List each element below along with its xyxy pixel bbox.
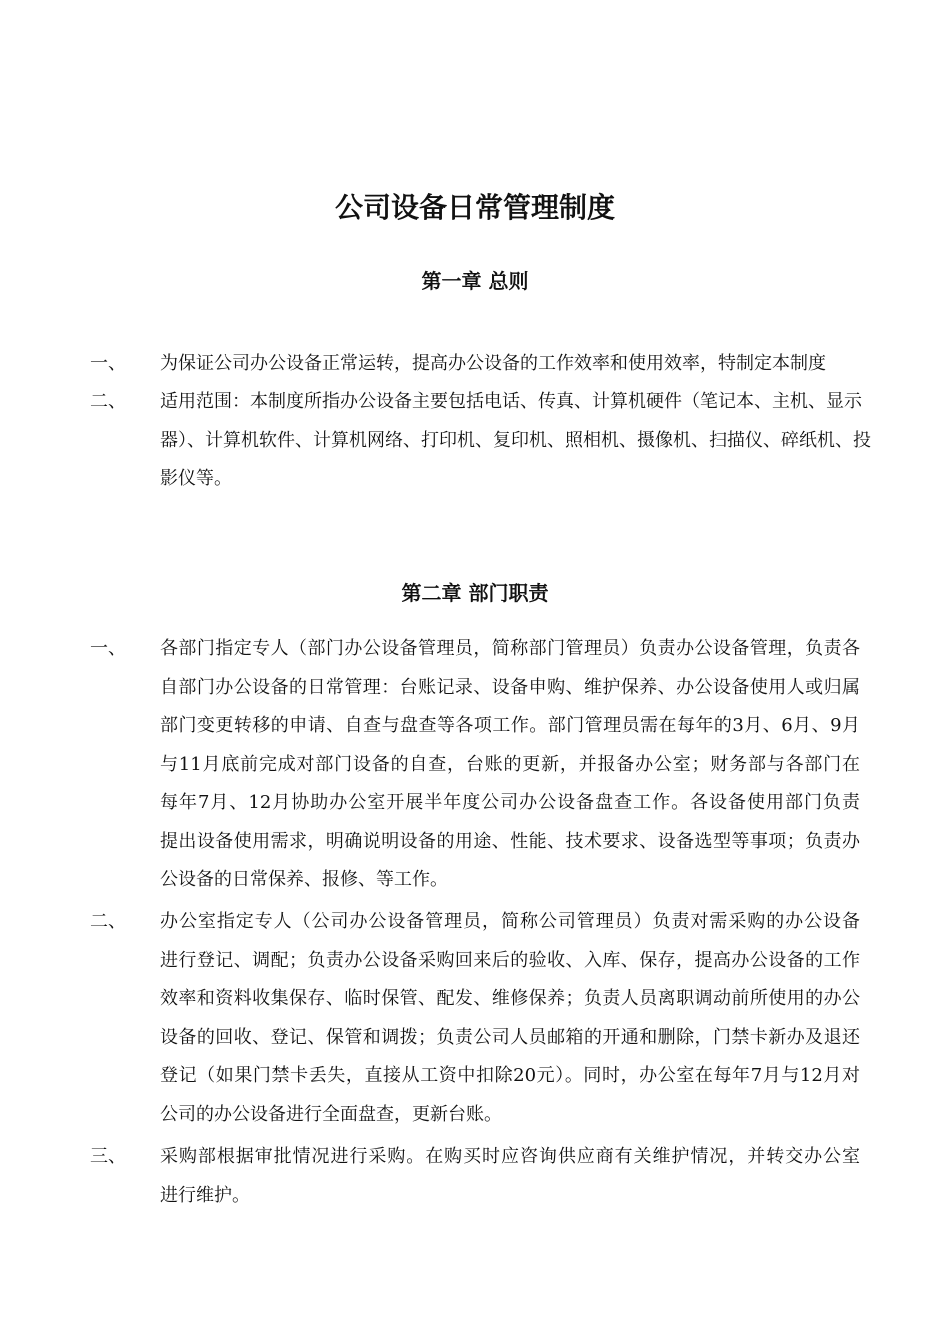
item-text (160, 1138, 860, 1215)
item-number: 一、 (90, 638, 126, 659)
text-line: 办公室指定专人（公司办公设备管理员，简称公司管理员）负责对需采购的办公设备 (160, 911, 860, 932)
text-line: 进行维护。 (160, 1184, 250, 1206)
text-line: 器）、计算机软件、计算机网络、打印机、复印机、照相机、摄像机、扫描仪、碎纸机、投 (160, 429, 871, 451)
text-line: 适用范围：本制度所指办公设备主要包括电话、传真、计算机硬件（笔记本、主机、显示 (160, 391, 862, 412)
chapter-2-heading: 第二章 部门职责 (401, 581, 549, 605)
item-number: 二、 (90, 911, 126, 932)
item-text (160, 630, 860, 900)
text-line: 进行登记、调配；负责办公设备采购回来后的验收、入库、保存，提高办公设备的工作 (160, 949, 860, 971)
text-line: 提出设备使用需求，明确说明设备的用途、性能、技术要求、设备选型等事项；负责办 (160, 830, 860, 852)
text-line: 自部门办公设备的日常管理：台账记录、设备申购、维护保养、办公设备使用人或归属 (160, 676, 860, 698)
text-line: 为保证公司办公设备正常运转，提高办公设备的工作效率和使用效率，特制定本制度 (160, 353, 826, 374)
text-line: 与11月底前完成对部门设备的自查，台账的更新，并报备办公室；财务部与各部门在 (160, 753, 860, 775)
item-number: 一、 (90, 353, 126, 374)
item-text (160, 383, 871, 499)
text-line: 效率和资料收集保存、临时保管、配发、维修保养；负责人员离职调动前所使用的办公 (160, 988, 860, 1009)
text-line: 登记（如果门禁卡丢失，直接从工资中扣除20元）。同时，办公室在每年7月与12月对 (160, 1065, 860, 1086)
item-number: 二、 (90, 391, 126, 412)
chapter-1-heading: 第一章 总则 (421, 269, 529, 293)
item-text (160, 903, 860, 1134)
item-text (160, 345, 860, 384)
item-number: 三、 (90, 1146, 126, 1167)
text-line: 设备的回收、登记、保管和调拨；负责公司人员邮箱的开通和删除，门禁卡新办及退还 (160, 1026, 860, 1048)
text-line: 各部门指定专人（部门办公设备管理员，简称部门管理员）负责办公设备管理，负责各 (160, 638, 860, 659)
text-line: 影仪等。 (160, 468, 232, 489)
text-line: 每年7月、12月协助办公室开展半年度公司办公设备盘查工作。各设备使用部门负责 (160, 792, 860, 813)
text-line: 公设备的日常保养、报修、等工作。 (160, 869, 448, 890)
document-title: 公司设备日常管理制度 (334, 191, 615, 224)
text-line: 采购部根据审批情况进行采购。在购买时应咨询供应商有关维护情况，并转交办公室 (160, 1146, 860, 1167)
text-line: 部门变更转移的申请、自查与盘查等各项工作。部门管理员需在每年的3月、6月、9月 (160, 715, 860, 736)
text-line: 公司的办公设备进行全面盘查，更新台账。 (160, 1103, 502, 1125)
